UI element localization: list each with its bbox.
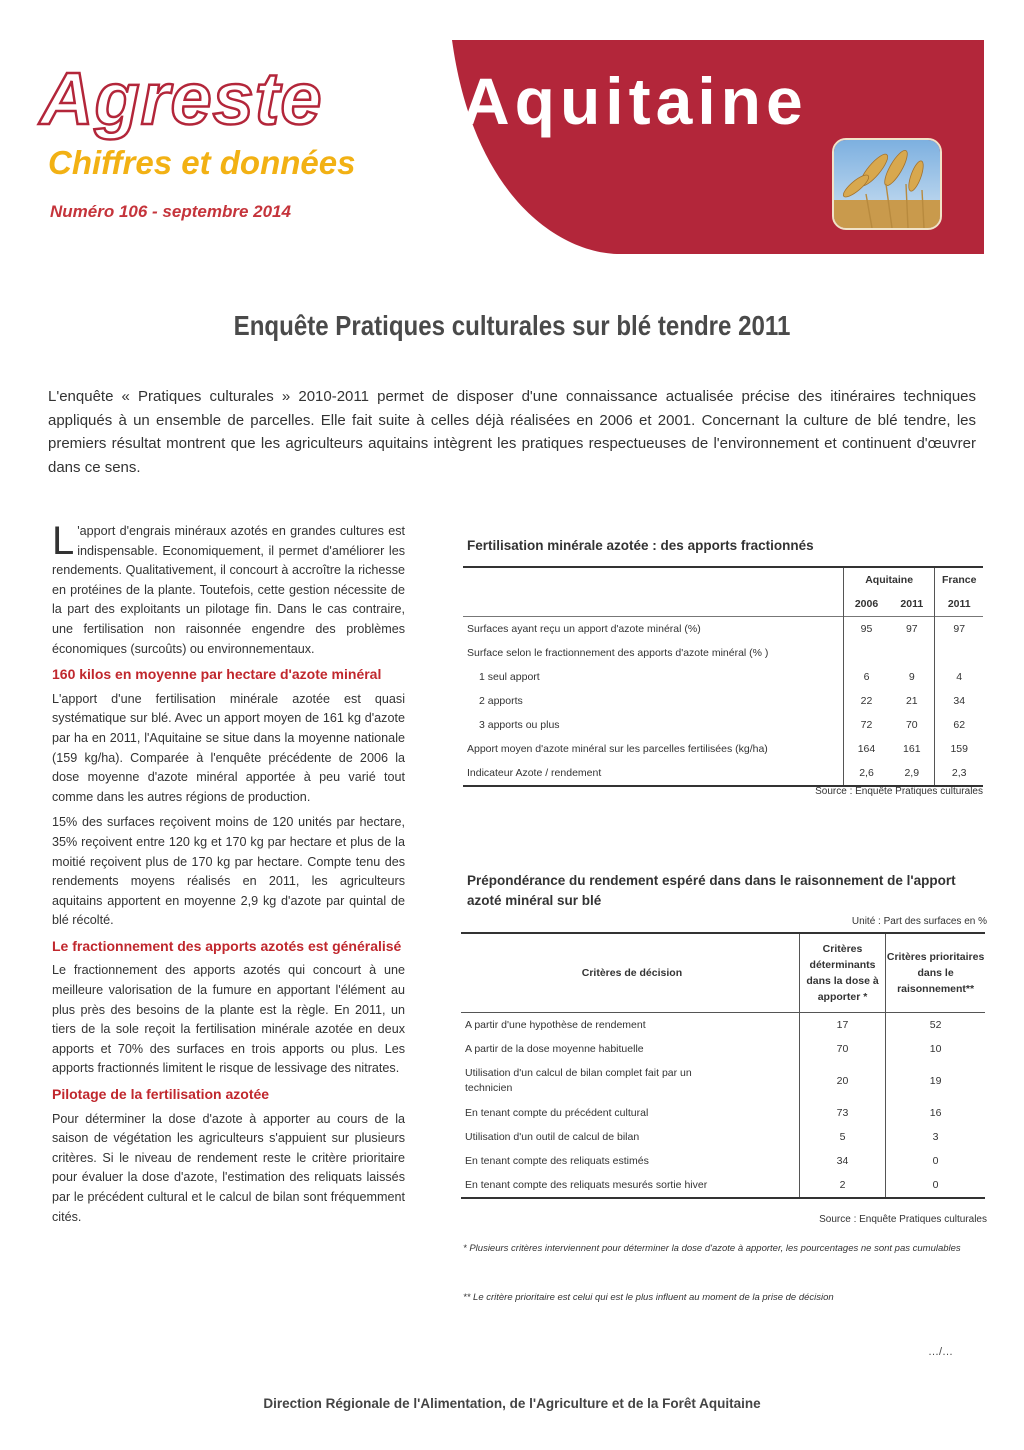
article-paragraph-text: 'apport d'engrais minéraux azotés en grandes cultures est indispensable. Economiquement, il permet d'améliorer les rendements. Qualitativement, il concourt à accroître la richesse en protéines de la plante. Toutefois, cette gestion nécessite de la part des exploitants un pilotage fin. Dans le cas contraire, une fertilisation non raisonnée engendre des problèmes économiques (surcoûts) ou environnementaux. xyxy=(52,524,405,656)
continuation-mark: …/… xyxy=(928,1346,954,1358)
col-head-year: 2011 xyxy=(947,598,971,610)
col-head-year: 2011 xyxy=(889,592,935,617)
wheat-photo-icon xyxy=(832,138,942,230)
col-head-criteria: Critères de décision xyxy=(461,933,799,1013)
decision-criteria-table xyxy=(461,932,985,1199)
publication-subtitle: Chiffres et données xyxy=(48,144,356,181)
table-row: A partir d'une hypothèse de rendement 17 52 xyxy=(461,1013,985,1038)
article-paragraph xyxy=(52,519,405,659)
col-head-france: France xyxy=(935,567,983,592)
section-heading: Le fractionnement des apports azotés est généralisé xyxy=(52,937,402,954)
page-footer: Direction Régionale de l'Alimentation, de l'Agriculture et de la Forêt Aquitaine xyxy=(263,1396,761,1411)
table-header-row xyxy=(463,567,983,592)
article-paragraph: 15% des surfaces reçoivent moins de 120 unités par hectare, 35% reçoivent entre 120 kg et 170 kg par hectare et plus de la moitié reçoivent plus de 170 kg par hectare. Compte tenu des rendements moyens réalisés en 2011, les agriculteurs aquitains apportent en moyenne 2,9 kg d'azote par quintal de blé récolté. xyxy=(52,815,405,928)
table-row: A partir de la dose moyenne habituelle 70 10 xyxy=(461,1037,985,1061)
col-head-priorities: Critères prioritaires dans le raisonnement** xyxy=(886,933,985,1013)
table-row: 1 seul apport 6 9 4 xyxy=(463,665,983,689)
table1-source: Source : Enquête Pratiques culturales xyxy=(815,786,983,797)
table-row: Apport moyen d'azote minéral sur les parcelles fertilisées (kg/ha) 164 161 159 xyxy=(463,737,983,761)
table-row: Surfaces ayant reçu un apport d'azote minéral (%) 95 97 97 xyxy=(463,617,983,642)
col-head-aquitaine: Aquitaine xyxy=(843,567,935,592)
article-paragraph: L'apport d'une fertilisation minérale azotée est quasi systématique sur blé. Avec un apport moyen de 161 kg d'azote par ha en 2011, l'Aquitaine se situe dans la moyenne nationale (159 kg/ha). Comparée à l'enquête précédente de 2006 la dose moyenne d'azote minéral apportée à peu varié tout comme dans les autres régions de production. xyxy=(52,691,405,804)
section-heading: Pilotage de la fertilisation azotée xyxy=(52,1086,270,1103)
brand-region: Aquitaine xyxy=(462,64,808,138)
table2-footnote: ** Le critère prioritaire est celui qui est le plus influent au moment de la prise de décision xyxy=(463,1292,834,1303)
table-row: 2 apports 22 21 34 xyxy=(463,689,983,713)
fertilisation-table xyxy=(463,566,983,787)
table-row: Surface selon le fractionnement des apports d'azote minéral (% ) xyxy=(463,641,983,665)
section-heading: 160 kilos en moyenne par hectare d'azote minéral xyxy=(52,666,382,683)
page-title: Enquête Pratiques culturales sur blé tendre 2011 xyxy=(233,310,791,341)
table-row: Utilisation d'un outil de calcul de bilan 5 3 xyxy=(461,1125,985,1149)
table2-footnote: * Plusieurs critères interviennent pour déterminer la dose d'azote à apporter, les pourcentages ne sont pas cumulables xyxy=(463,1243,961,1254)
table2-source: Source : Enquête Pratiques culturales xyxy=(819,1214,987,1225)
article-paragraph: Pour déterminer la dose d'azote à apporter au cours de la saison de végétation les agriculteurs s'appuient sur plusieurs critères. Si le niveau de rendement reste le critère prioritaire pour évaluer la dose d'azote, l'estimation des reliquats laissés par le précédent cultural et le calcul de bilan sont fréquemment cités. xyxy=(52,1111,405,1224)
article-paragraph: Le fractionnement des apports azotés qui concourt à une meilleure valorisation de la fumure en apportant l'élément au plus près des besoins de la plante est la règle. En 2011, un tiers de la sole reçoit la fertilisation minérale azotée en deux apports et 70% des surfaces en trois apports ou plus. Les apports fractionnés limitent le risque de lessivage des nitrates. xyxy=(52,963,405,1076)
table-header-row xyxy=(463,592,983,617)
table-row: En tenant compte du précédent cultural 73 16 xyxy=(461,1101,985,1125)
table2-title: Prépondérance du rendement espéré dans dans le raisonnement de l'apport azoté minéral sur blé xyxy=(467,873,956,908)
table-row: En tenant compte des reliquats estimés 34 0 xyxy=(461,1149,985,1173)
table-row: Indicateur Azote / rendement 2,6 2,9 2,3 xyxy=(463,761,983,786)
table-header-row xyxy=(461,933,985,1013)
table2-unit: Unité : Part des surfaces en % xyxy=(851,916,987,927)
intro-paragraph: L'enquête « Pratiques culturales » 2010-2011 permet de disposer d'une connaissance actualisée précise des itinéraires techniques appliqués à un ensemble de parcelles. Elle fait suite à celles déjà réalisées en 2006 et 2001. Concernant la culture de blé tendre, les premiers résultat montrent que les agriculteurs aquitains intègrent les pratiques respectueuses de l'environnement et continuent d'œuvrer dans ce sens. xyxy=(48,388,976,476)
table1-title: Fertilisation minérale azotée : des apports fractionnés xyxy=(467,538,814,553)
table-row: Utilisation d'un calcul de bilan complet fait par un technicien 20 19 xyxy=(461,1061,985,1101)
article-column xyxy=(52,519,405,1233)
col-head-determinants: Critères déterminants dans la dose à apporter * xyxy=(799,933,885,1013)
col-head-year: 2006 xyxy=(854,598,879,610)
table-row: En tenant compte des reliquats mesurés sortie hiver 2 0 xyxy=(461,1173,985,1198)
brand-name: Agreste xyxy=(40,57,323,140)
issue-number: Numéro 106 - septembre 2014 xyxy=(50,202,291,221)
drop-cap: L xyxy=(52,519,75,563)
table-row: 3 apports ou plus 72 70 62 xyxy=(463,713,983,737)
